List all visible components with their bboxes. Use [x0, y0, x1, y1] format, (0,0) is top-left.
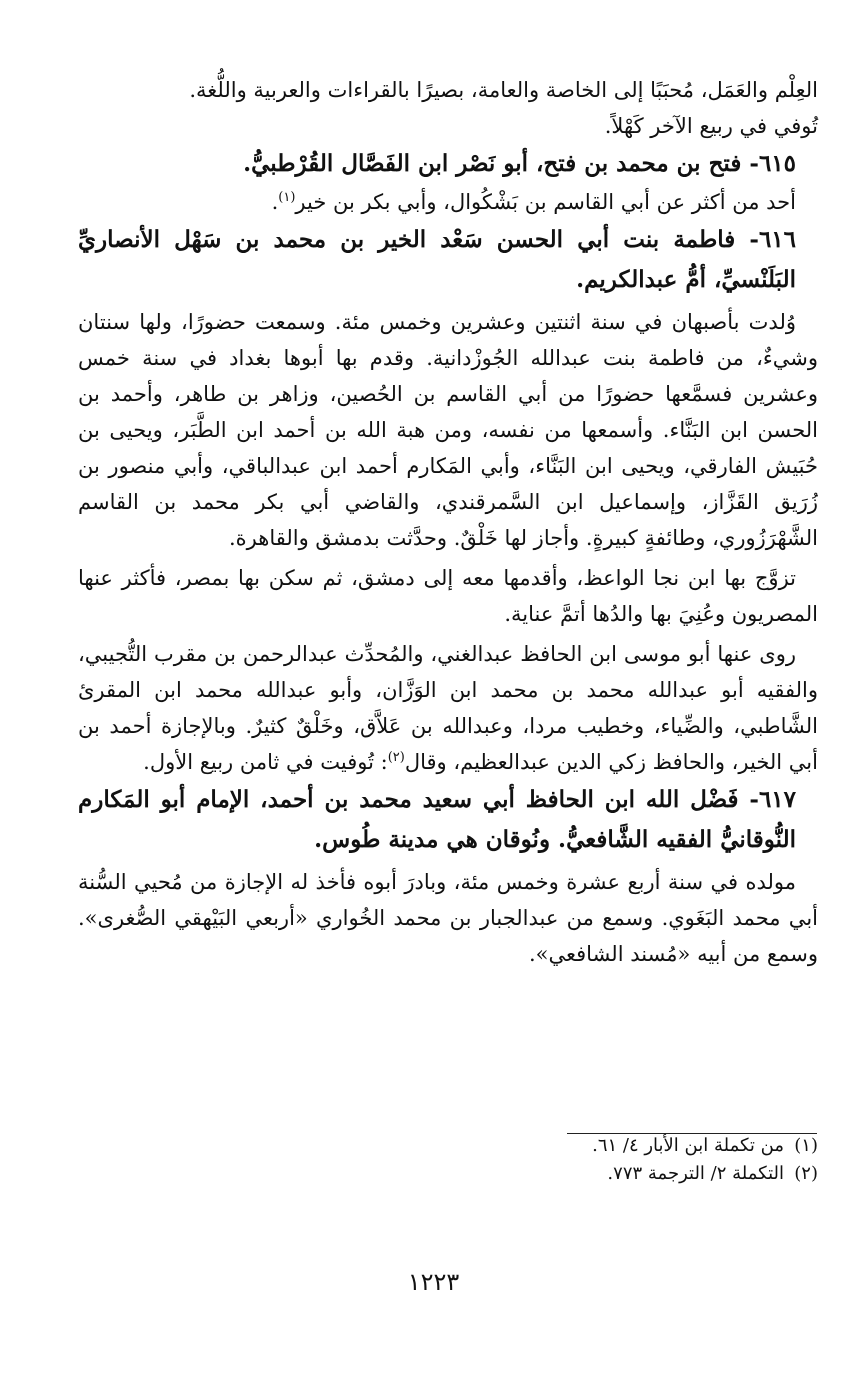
- footnote-1-number: (١): [794, 1135, 818, 1156]
- footnote-2: [78, 1160, 818, 1188]
- footnotes: [78, 1132, 818, 1188]
- footnote-ref-2[interactable]: (٢): [387, 750, 405, 765]
- entry-616-heading: ٦١٦- فاطمة بنت أبي الحسن سَعْد الخير بن محمد بن سَهْل الأنصاريِّ البَلَنْسيِّ، أمُّ عبدالكريم.: [78, 226, 796, 293]
- entry-616-paragraph-1: وُلدت بأصبهان في سنة اثنتين وعشرين وخمس مئة. وسمعت حضورًا، ولها سنتان وشيءٌ، من فاطمة بنت عبدالله الجُوزْدانية. وقدم بها أبوها بغداد في سنة خمس وعشرين فسمَّعها حضورًا من أبي القاسم بن الحُصين، وزاهر بن طاهر، وأحمد بن الحسن ابن البَنَّاء. وأسمعها من نفسه، ومن هبة الله بن أحمد ابن الطَّبَر، ويحيى بن حُبَيش الفارقي، ويحيى ابن البَنَّاء، وأبي المَكارم أحمد ابن عبدالباقي، وأبي منصور بن زُرَيق القَزَّاز، وإسماعيل ابن السَّمرقندي، والقاضي أبي بكر محمد بن القاسم الشَّهْرَزُوري، وطائفةٍ كبيرةٍ. وأجاز لها خَلْقٌ. وحدَّثت بدمشق والقاهرة.: [78, 310, 818, 550]
- entry-616-p3-body: روى عنها أبو موسى ابن الحافظ عبدالغني، والمُحدِّث عبدالرحمن بن مقرب التُّجيبي، والفقيه أبو عبدالله محمد بن محمد ابن الوَزَّان، وأبو عبدالله محمد ابن المقرئ الشَّاطبي، والضِّياء، وخطيب مردا، وعبدالله بن عَلاَّق، وخَلْقٌ كثيرٌ. وبالإجازة أحمد بن أبي الخير، والحافظ زكي الدين عبدالعظيم، وقال: [78, 642, 818, 774]
- entry-616-p3-end: : تُوفيت في ثامن ربيع الأول.: [143, 750, 388, 774]
- entry-615-end: .: [271, 190, 279, 214]
- entry-615-text: [78, 184, 818, 220]
- page-body: [78, 72, 818, 972]
- text-line-1: العِلْم والعَمَل، مُحبَبًا إلى الخاصة والعامة، بصيرًا بالقراءات والعربية واللُّغة.: [189, 78, 818, 102]
- footnote-ref-1[interactable]: (١): [278, 190, 296, 205]
- page-number: ١٢٢٣: [407, 1268, 460, 1296]
- footnote-1: [78, 1132, 818, 1160]
- entry-617-paragraph-1: مولده في سنة أربع عشرة وخمس مئة، وبادرَ أبوه فأخذ له الإجازة من مُحيي السُّنة أبي محمد البَغَوي. وسمع من عبدالجبار بن محمد الخُواري «أربعي البَيْهقي الصُّغرى». وسمع من أبيه «مُسند الشافعي».: [78, 870, 818, 966]
- text-line-2: تُوفي في ربيع الآخر كَهْلاً.: [604, 114, 818, 138]
- entry-615-heading: ٦١٥- فتح بن محمد بن فتح، أبو نَصْر ابن الفَصَّال القُرْطبيُّ.: [243, 150, 796, 177]
- entry-616-paragraph-2: تزوَّج بها ابن نجا الواعظ، وأقدمها معه إلى دمشق، ثم سكن بها بمصر، فأكثر عنها المصريون وعُنِيَ بها والدُها أتمَّ عناية.: [78, 566, 818, 626]
- footnote-2-number: (٢): [794, 1163, 818, 1184]
- footnote-1-text: من تكملة ابن الأبار ٤/ ٦١.: [592, 1135, 784, 1156]
- entry-616-paragraph-3: [78, 636, 818, 780]
- entry-615-body: أحد من أكثر عن أبي القاسم بن بَشْكُوال، وأبي بكر بن خير: [295, 190, 796, 214]
- entry-617-heading: ٦١٧- فَضْل الله ابن الحافظ أبي سعيد محمد بن أحمد، الإمام أبو المَكارم النُّوقانيُّ الفقيه الشَّافعيُّ. ونُوقان هي مدينة طُوس.: [78, 786, 796, 853]
- footnote-2-text: التكملة ٢/ الترجمة ٧٧٣.: [607, 1163, 784, 1184]
